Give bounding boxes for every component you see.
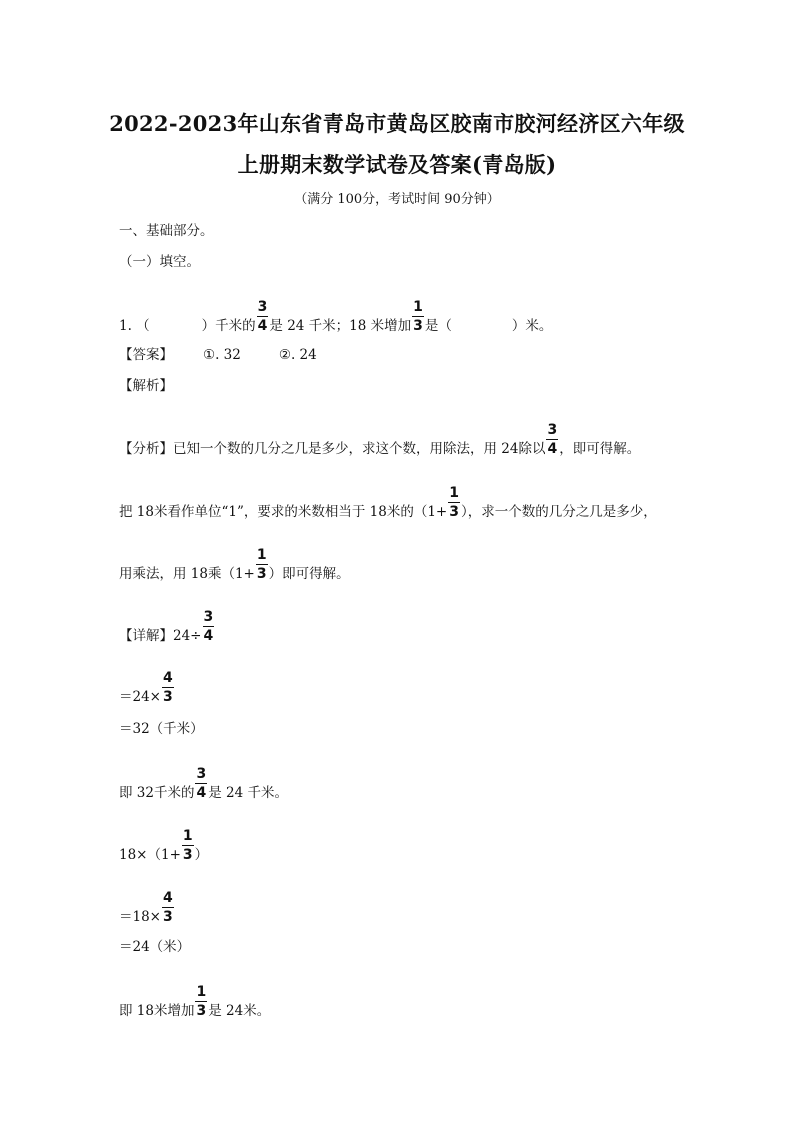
fraction: $\frac{4}{3}$ xyxy=(163,670,173,705)
question-text: ）米。 xyxy=(511,318,553,334)
detail-line: 【详解】24÷ $\frac{3}{4}$ xyxy=(119,609,214,644)
fraction: $\frac{1}{3}$ xyxy=(256,547,267,582)
solution-step-7: 即 18米增加 $\frac{1}{3}$ 是 24米。 xyxy=(119,984,271,1019)
fraction: $\frac{4}{3}$ xyxy=(163,890,173,925)
analysis-paragraph-2: 把 18米看作单位“1”，要求的米数相当于 18米的（1+ $\frac{1}{3}$ ），求一个数的几分之几是多少， xyxy=(119,485,657,520)
question-number: 1. （ xyxy=(119,318,150,334)
fraction: $\frac{3}{4}$ xyxy=(257,299,268,334)
exam-info-subtitle: （满分 100分，考试时间 90分钟） xyxy=(294,192,500,207)
question-text: ）千米的 xyxy=(201,318,256,334)
section-heading: 一、基础部分。 xyxy=(119,223,214,239)
document-title-line-1: 2022-2023年山东省青岛市黄岛区胶南市胶河经济区六年级 xyxy=(109,111,685,136)
solution-step-3: 即 32千米的 $\frac{3}{4}$ 是 24 千米。 xyxy=(119,766,288,801)
analysis-paragraph-3: 用乘法，用 18乘（1+ $\frac{1}{3}$ ）即可得解。 xyxy=(119,547,350,582)
solution-step-5: ＝18× $\frac{4}{3}$ xyxy=(119,890,173,925)
answer-1: ①. 32 xyxy=(203,347,241,363)
fraction: $\frac{1}{3}$ xyxy=(449,485,459,520)
fraction: $\frac{1}{3}$ xyxy=(182,828,193,863)
answer-line xyxy=(119,343,317,363)
answer-label: 【答案】 xyxy=(119,347,173,363)
solution-step-4: 18×（1+ $\frac{1}{3}$ ） xyxy=(119,828,209,863)
solution-step-1: ＝24× $\frac{4}{3}$ xyxy=(119,670,173,705)
question-text: 是（ xyxy=(424,318,452,334)
fraction: $\frac{3}{4}$ xyxy=(196,766,207,801)
fraction: $\frac{1}{3}$ xyxy=(196,984,207,1019)
question-1 xyxy=(119,299,553,343)
fraction: $\frac{3}{4}$ xyxy=(203,609,214,644)
solution-step-6: ＝24（米） xyxy=(119,939,191,955)
document-title-line-2: 上册期末数学试卷及答案(青岛版) xyxy=(237,152,557,177)
fraction: $\frac{3}{4}$ xyxy=(547,422,558,457)
answer-2: ②. 24 xyxy=(278,347,317,363)
solution-step-2: ＝32（千米） xyxy=(119,721,204,737)
analysis-label: 【解析】 xyxy=(119,378,173,394)
fraction: $\frac{1}{3}$ xyxy=(413,299,423,334)
subsection-heading: （一）填空。 xyxy=(119,254,200,270)
question-text: 是 24 千米；18 米增加 xyxy=(269,318,412,334)
analysis-text: 【分析】已知一个数的几分之几是多少，求这个数，用除法，用 24除以 $\frac{3}{4}$ ，即可得解。 xyxy=(119,422,641,457)
